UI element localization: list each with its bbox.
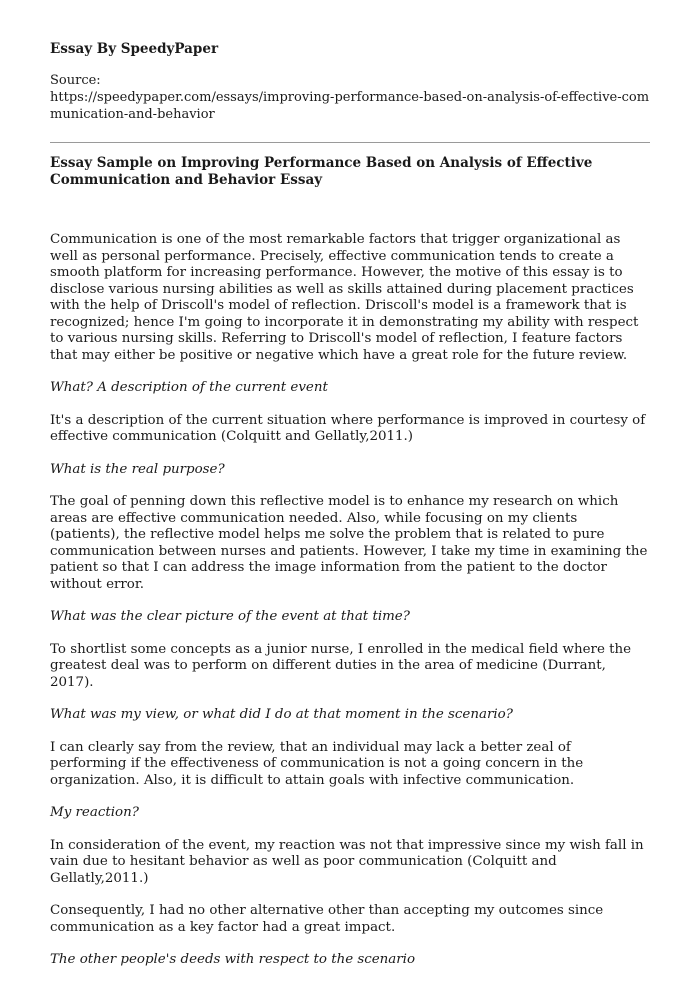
essay-paragraph: I can clearly say from the review, that an individual may lack a better zeal of performing if the effectiveness of communication is not a going concern in the organization. Also, it is difficult to attain goals with infective communication.	[50, 739, 584, 788]
essay-paragraph: Communication is one of the most remarkable factors that trigger organizational as well as personal performance. Precisely, effective communication tends to create a smooth platform for increasing performance. However, the motive of this essay is to disclose various nursing abilities as well as skills attained during placement practices with the help of Driscoll's model of reflection. Driscoll's model is a framework that is recognized; hence I'm going to incorporate it in demonstrating my ability with respect to various nursing skills. Referring to Driscoll's model of reflection, I feature factors that may either be positive or negative which have a great role for the future review.	[50, 232, 639, 363]
essay-paragraph: To shortlist some concepts as a junior nurse, I enrolled in the medical field where the greatest deal was to perform on different duties in the area of medicine (Durrant, 2017).	[50, 641, 632, 690]
source-label: Source:	[50, 73, 101, 88]
essay-question: What was my view, or what did I do at that moment in the scenario?	[50, 707, 513, 722]
essay-question: What was the clear picture of the event at that time?	[50, 609, 410, 624]
essay-question: What? A description of the current event	[50, 380, 328, 395]
document-page	[50, 40, 650, 985]
essay-question: My reaction?	[50, 805, 139, 820]
essay-paragraph: In consideration of the event, my reaction was not that impressive since my wish fall in vain due to hesitant behavior as well as poor communication (Colquitt and Gellatly,2011.)	[50, 837, 644, 886]
essay-paragraph: The goal of penning down this reflective model is to enhance my research on which areas are effective communication needed. Also, while focusing on my clients (patients), the reflective model helps me solve the problem that is related to pure communication between nurses and patients. However, I take my time in examining the patient so that I can address the image information from the patient to the doctor without error.	[50, 494, 648, 592]
source-url: https://speedypaper.com/essays/improving-performance-based-on-analysis-of-effective-communication-and-behavior	[50, 90, 650, 122]
essay-question: What is the real purpose?	[50, 461, 225, 477]
essay-title: Essay Sample on Improving Performance Based on Analysis of Effective Communication and Behavior Essay	[50, 155, 593, 188]
header-divider	[50, 142, 650, 143]
essay-question: The other people's deeds with respect to the scenario	[50, 952, 416, 967]
document-header-title: Essay By SpeedyPaper	[50, 41, 219, 57]
essay-paragraph: Consequently, I had no other alternative other than accepting my outcomes since communication as a key factor had a great impact.	[50, 903, 604, 935]
essay-paragraph: It's a description of the current situation where performance is improved in courtesy of effective communication (Colquitt and Gellatly,2011.)	[50, 412, 646, 444]
